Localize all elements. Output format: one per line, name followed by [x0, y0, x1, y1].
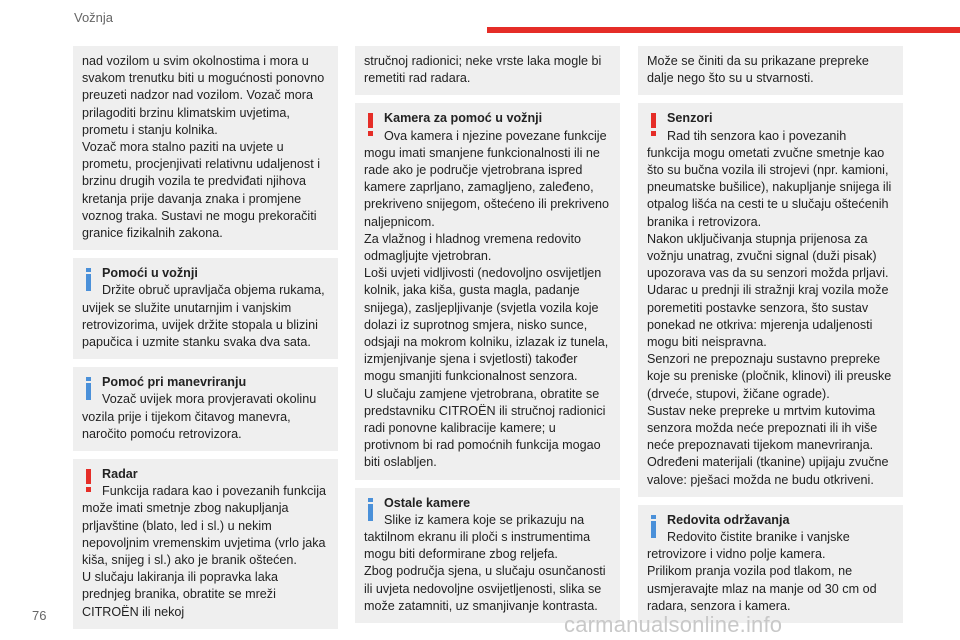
box-text: uvijek se služite unutarnjim i vanjskim retrovizorima, uvijek držite stopala u blizini papučica i uzmite stanku svaka dva sata.: [82, 300, 318, 350]
column-2: [355, 46, 620, 631]
warning-box-sensors: [638, 103, 903, 496]
text-box: [73, 46, 338, 250]
box-heading: Redovita održavanja: [667, 512, 790, 527]
column-3: [638, 46, 903, 631]
info-box-driving-aids: [73, 258, 338, 359]
page-number: 76: [32, 608, 47, 623]
watermark: carmanualsonline.info: [564, 612, 783, 637]
info-box-other-cameras: [355, 488, 620, 623]
box-heading: Senzori: [667, 111, 713, 126]
box-text-first: Ova kamera i njezine povezane funkcije: [384, 128, 607, 143]
paragraph: Može se činiti da su prikazane prepreke dalje nego što su u stvarnosti.: [647, 54, 869, 86]
box-text-first: Funkcija radara kao i povezanih funkcija: [102, 484, 327, 499]
box-text: vozila prije i tijekom čitavog manevra, naročito pomoću retrovizora.: [82, 409, 291, 441]
box-heading: Kamera za pomoć u vožnji: [384, 111, 543, 126]
box-text-first: Vozač uvijek mora provjeravati okolinu: [102, 392, 317, 407]
box-text-first: Redovito čistite branike i vanjske: [667, 530, 850, 545]
header-accent-bar: [487, 27, 960, 33]
info-icon: [648, 515, 660, 538]
warning-icon: [365, 113, 377, 136]
column-1: [73, 46, 338, 637]
box-text: taktilnom ekranu ili ploči s instrumentima mogu biti deformirane zbog reljefa. Zbog područja sjena, u slučaju osunčanosti ili uvjeta nedovoljne osvijetljenosti, slika se može zatamniti, uz smanjivanje kontrasta.: [364, 530, 606, 613]
box-heading: Ostale kamere: [384, 495, 471, 510]
warning-icon: [83, 469, 95, 492]
text-box: [638, 46, 903, 95]
box-heading: Pomoći u vožnji: [102, 266, 198, 281]
info-box-maintenance: [638, 505, 903, 623]
box-text: mogu imati smanjene funkcionalnosti ili ne rade ako je područje vjetrobrana ispred kamere zaprljano, zamagljeno, zaleđeno, prekriveno snijegom, oštećeno ili prekriveno naljepnicom. Za vlažnog i hladnog vremena redovito odmagljujte vjetrobran. Loši uvjeti vidljivosti (nedovoljno osvijetljen kolnik, jaka kiša, gusta magla, padanje snijega), zasljepljivanje (svjetla vozila koje dolazi iz suprotnog smjera, nisko sunce, odsjaji na mokrom kolniku, izlazak iz tunela, izmjenjivanje sjena i svjetlosti) također mogu smanjiti funkcionalnost senzora. U slučaju zamjene vjetrobrana, obratite se predstavniku CITROËN ili stručnoj radionici radi ponovne kalibracije kamere; u protivnom bi rad pomoćnih funkcija mogao biti oslabljen.: [364, 145, 610, 470]
info-icon: [83, 268, 95, 291]
box-text-first: Držite obruč upravljača objema rukama,: [102, 283, 325, 298]
box-text: funkcija mogu ometati zvučne smetnje kao što su bučna vozila ili strojevi (npr. kamioni, pneumatske bušilice), nakupljanje snijega ili otpalog lišća na cesti te u slučaju oštećenih branika i retrovizora. Nakon uključivanja stupnja prijenosa za vožnju unatrag, zvučni signal (duži pisak) upozorava vas da su senzori možda prljavi. Udarac u prednji ili stražnji kraj vozila može poremetiti postavke senzora, što sustav ponekad ne otkriva: mjerenja udaljenosti mogu biti neispravna. Senzori ne prepoznaju sustavno prepreke koje su preniske (pločnik, klinovi) ili preuske (drveće, stupovi, žičane ograde). Sustav neke prepreke u mrtvim kutovima senzora možda neće prepoznati ili ih više neće prepoznavati tijekom manevriranja. Određeni materijali (tkanine) upijaju zvučne valove: pješaci možda ne budu otkriveni.: [647, 145, 892, 487]
paragraph: stručnoj radionici; neke vrste laka mogle bi remetiti rad radara.: [364, 54, 602, 86]
box-text-first: Rad tih senzora kao i povezanih: [667, 128, 847, 143]
box-text: može imati smetnje zbog nakupljanja prljavštine (blato, led i sl.) u nekim nepovoljnim vremenskim uvjetima (vrlo jaka kiša, snijeg i sl.) ako je branik oštećen. U slučaju lakiranja ili popravka laka prednjeg branika, obratite se mreži CITROËN ili nekoj: [82, 501, 326, 619]
box-heading: Pomoć pri manevriranju: [102, 375, 247, 390]
warning-box-radar: [73, 459, 338, 629]
section-title: Vožnja: [74, 10, 114, 25]
warning-icon: [648, 113, 660, 136]
text-box: [355, 46, 620, 95]
info-icon: [365, 498, 377, 521]
info-icon: [83, 377, 95, 400]
box-heading: Radar: [102, 467, 138, 482]
paragraph: nad vozilom u svim okolnostima i mora u svakom trenutku biti u mogućnosti ponovno preuzeti nadzor nad vozilom. Vozač mora prilagoditi brzinu klimatskim uvjetima, prometu i stanju kolnika. Vozač mora stalno paziti na uvjete u prometu, procjenjivati relativnu udaljenost i brzinu drugih vozila te predviđati njihova kretanja prije davanja znaka i promjene voznog traka. Sustavi ne mogu prekoračiti granice fizikalnih zakona.: [82, 54, 325, 241]
box-text: retrovizore i vidno polje kamera. Prilikom pranja vozila pod tlakom, ne usmjeravajte mlaz na manje od 30 cm od radara, senzora i kamera.: [647, 547, 877, 613]
warning-box-camera: [355, 103, 620, 479]
box-text-first: Slike iz kamera koje se prikazuju na: [384, 512, 585, 527]
info-box-maneuvering: [73, 367, 338, 451]
